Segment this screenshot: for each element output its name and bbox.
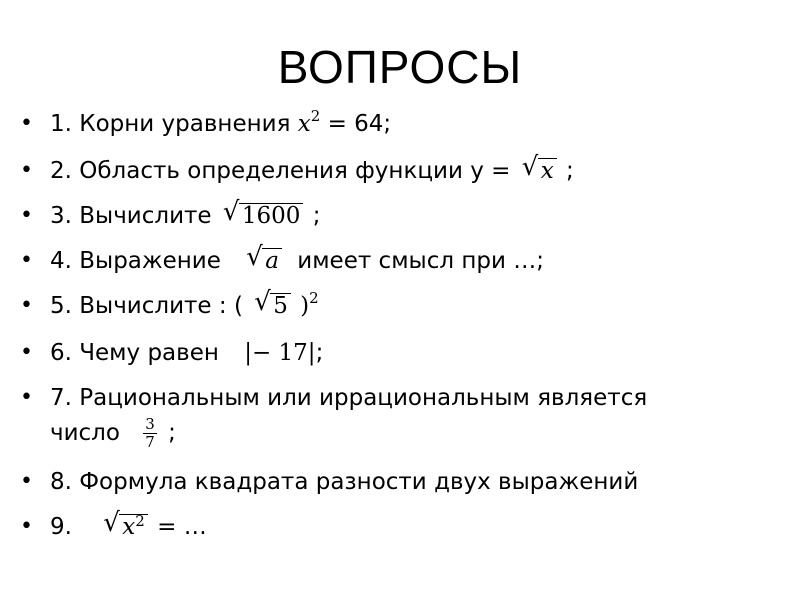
bullet-icon: •	[20, 203, 33, 228]
question-6-rest: ;	[315, 340, 324, 366]
fraction-numerator: 3	[145, 415, 155, 433]
question-6-expression: |− 17|	[244, 340, 316, 366]
question-2-rest: ;	[558, 158, 574, 184]
question-8-text: 8. Формула квадрата разности двух выражений	[50, 469, 639, 495]
question-3-text: 3. Вычислите	[50, 203, 219, 229]
question-6	[20, 339, 790, 367]
question-9-text: 9.	[50, 514, 80, 540]
question-2-text: 2. Область определения функции у =	[50, 158, 518, 184]
question-6-text: 6. Чему равен	[50, 340, 227, 366]
question-4	[20, 242, 790, 275]
question-5	[20, 287, 790, 322]
question-7-rest: ;	[160, 420, 176, 446]
question-3-rest: ;	[305, 203, 321, 229]
question-4-rest: имеет смысл при …;	[289, 248, 545, 274]
question-5-text: 5. Вычислите : (	[50, 293, 251, 319]
question-7-line-2: число	[50, 420, 128, 446]
question-3-radicand: 1600	[239, 203, 304, 228]
question-1-rest: = 64;	[320, 111, 392, 137]
question-5-close-paren: )	[292, 293, 310, 319]
question-3	[20, 197, 790, 230]
question-9-radicand-exponent: 2	[135, 512, 145, 530]
question-9	[20, 508, 790, 541]
sqrt-icon: √ $x^2$	[103, 513, 148, 541]
question-1-text: 1. Корни уравнения	[50, 111, 298, 137]
question-7-fraction	[143, 416, 157, 451]
question-7	[20, 384, 790, 451]
bullet-icon: •	[20, 514, 33, 539]
question-9-radicand-variable: x	[122, 514, 136, 540]
bullet-icon: •	[20, 248, 33, 273]
question-4-text: 4. Выражение	[50, 248, 229, 274]
question-5-radicand: 5	[270, 293, 291, 318]
question-5-exponent: 2	[309, 289, 319, 307]
slide-title: ВОПРОСЫ	[277, 41, 523, 93]
bullet-icon: •	[20, 293, 33, 318]
questions-list	[20, 107, 790, 558]
bullet-icon: •	[20, 158, 33, 183]
sqrt-icon: √ a	[246, 247, 282, 275]
question-1	[20, 107, 790, 140]
question-8	[20, 468, 790, 496]
question-4-radicand: a	[262, 248, 282, 273]
bullet-icon: •	[20, 340, 33, 365]
bullet-icon: •	[20, 469, 33, 494]
bullet-icon: •	[20, 111, 33, 136]
question-2-radicand: x	[538, 158, 557, 183]
sqrt-icon: √ x	[522, 157, 557, 185]
sqrt-icon: √ 5	[254, 292, 291, 320]
question-7-line-1: 7. Рациональным или иррациональным является	[50, 385, 648, 411]
sqrt-icon: √ 1600	[223, 202, 304, 230]
fraction-denominator: 7	[145, 433, 155, 451]
question-1-variable: x	[297, 111, 311, 137]
question-1-exponent: 2	[310, 107, 321, 125]
bullet-icon: •	[20, 385, 33, 410]
question-2	[20, 152, 790, 185]
question-9-rest: = …	[149, 514, 207, 540]
